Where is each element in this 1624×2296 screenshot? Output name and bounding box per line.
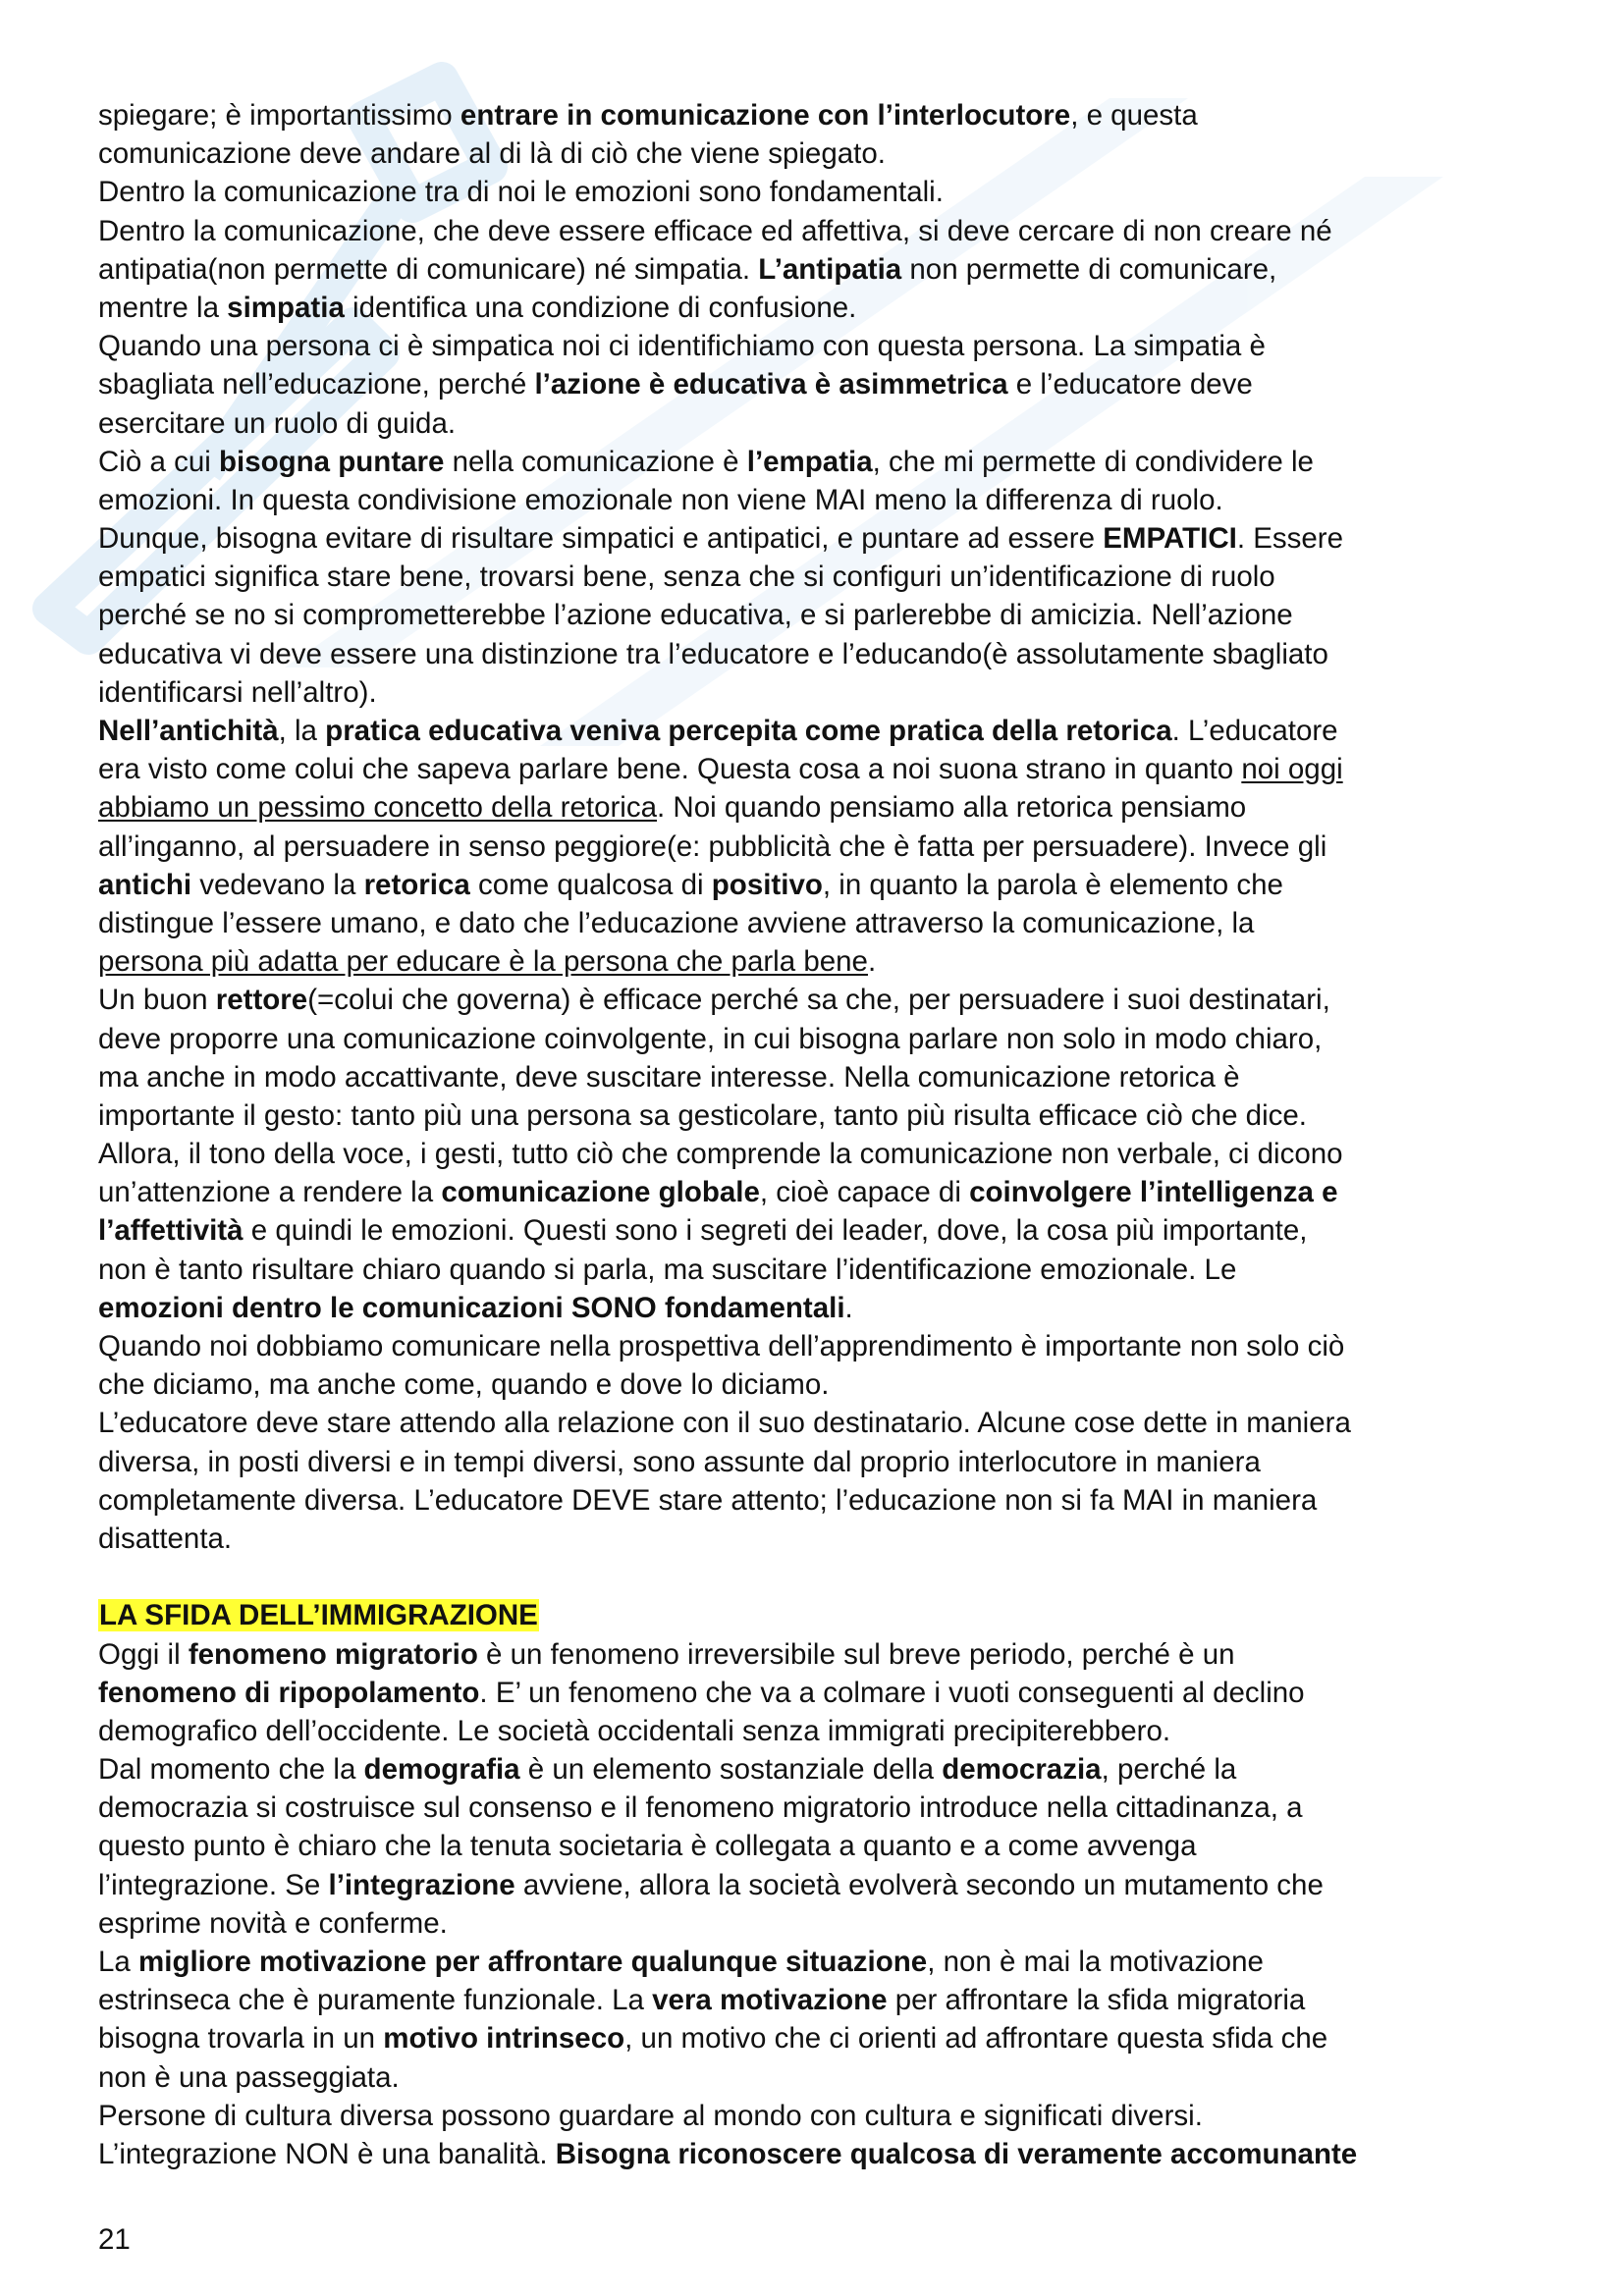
- text-run: non è tanto risultare chiaro quando si parla, ma suscitare l’identificazione emozionale. Le: [98, 1253, 1237, 1286]
- text-line: [98, 712, 1542, 750]
- bold-text: emozioni dentro le comunicazioni SONO fondamentali: [98, 1291, 845, 1324]
- text-run: La: [98, 1946, 139, 1978]
- text-run: completamente diversa. L’educatore DEVE stare attento; l’educazione non si fa MAI in maniera: [98, 1483, 1318, 1517]
- text-run: , in quanto la parola è elemento che: [822, 868, 1283, 901]
- text-line: [98, 519, 1542, 558]
- text-run: .: [844, 1291, 853, 1324]
- text-run: Dentro la comunicazione tra di noi le emozioni sono fondamentali.: [98, 176, 944, 209]
- text-line: [98, 1135, 1542, 1173]
- text-line: [98, 1020, 1542, 1058]
- bold-text: migliore motivazione per affrontare qualunque situazione: [138, 1946, 928, 1978]
- text-run: . E’ un fenomeno che va a colmare i vuoti conseguenti al declino: [479, 1676, 1305, 1709]
- text-line: [98, 596, 1542, 634]
- text-line: [98, 635, 1542, 673]
- text-line: [98, 1866, 1542, 1904]
- text-run: identifica una condizione di confusione.: [344, 291, 857, 324]
- text-run: l’integrazione. Se: [98, 1868, 329, 1901]
- underlined-text: abbiamo un pessimo concetto della retorica: [98, 791, 658, 825]
- text-run: non permette di comunicare,: [901, 252, 1277, 286]
- text-run: Dal momento che la: [98, 1753, 364, 1787]
- text-run: Quando una persona ci è simpatica noi ci identifichiamo con questa persona. La simpatia è: [98, 330, 1266, 363]
- text-run: distingue l’essere umano, e dato che l’educazione avviene attraverso la comunicazione, la: [98, 906, 1255, 939]
- text-line: [98, 1635, 1542, 1674]
- text-run: avviene, allora la società evolverà secondo un mutamento che: [514, 1868, 1324, 1901]
- text-line: [98, 1789, 1542, 1827]
- text-line: [98, 1481, 1542, 1520]
- text-line: [98, 1173, 1542, 1211]
- text-run: un’attenzione a rendere la: [98, 1176, 442, 1209]
- text-line: [98, 1443, 1542, 1481]
- document-page: [98, 96, 1542, 2173]
- text-run: disattenta.: [98, 1522, 233, 1555]
- bold-text: l’integrazione: [328, 1868, 515, 1901]
- text-run: nella comunicazione è: [444, 445, 747, 478]
- text-line: [98, 1750, 1542, 1789]
- page-number: 21: [98, 2223, 131, 2256]
- text-run: emozioni. In questa condivisione emozionale non viene MAI meno la differenza di ruolo.: [98, 483, 1223, 516]
- underlined-text: noi oggi: [1241, 753, 1343, 786]
- text-line: [98, 134, 1542, 173]
- text-run: era visto come colui che sapeva parlare bene. Questa cosa a noi suona strano in quanto: [98, 753, 1242, 786]
- text-run: Persone di cultura diversa possono guardare al mondo con cultura e significati diversi.: [98, 2099, 1203, 2132]
- underlined-text: persona più adatta per educare è la persona che parla bene: [98, 945, 868, 979]
- text-run: importante il gesto: tanto più una persona sa gesticolare, tanto più risulta efficace ciò che dice.: [98, 1098, 1307, 1132]
- body-text-section-1: [98, 96, 1542, 1558]
- bold-text: Bisogna riconoscere qualcosa di veramente accomunante: [555, 2137, 1358, 2170]
- text-line: [98, 1827, 1542, 1865]
- text-run: L’educatore deve stare attendo alla relazione con il suo destinatario. Alcune cose dette in maniera: [98, 1407, 1351, 1440]
- text-run: Dunque, bisogna evitare di risultare simpatici e antipatici, e puntare ad essere: [98, 522, 1104, 556]
- text-run: , cioè capace di: [759, 1176, 970, 1209]
- text-line: [98, 750, 1542, 788]
- bold-text: simpatia: [227, 291, 345, 324]
- text-line: [98, 2097, 1542, 2135]
- bold-text: motivo intrinseco: [383, 2022, 625, 2056]
- bold-text: pratica educativa veniva percepita come pratica della retorica: [325, 715, 1172, 747]
- text-run: all’inganno, al persuadere in senso peggiore(e: pubblicità che è fatta per persuadere). Invece gli: [98, 829, 1327, 863]
- bold-text: bisogna puntare: [218, 445, 445, 478]
- text-run: mentre la: [98, 291, 228, 324]
- text-run: Un buon: [98, 984, 216, 1017]
- text-run: empatici significa stare bene, trovarsi bene, senza che si configuri un’identificazione di ruolo: [98, 561, 1275, 594]
- text-run: diversa, in posti diversi e in tempi diversi, sono assunte dal proprio interlocutore in maniera: [98, 1445, 1261, 1478]
- text-run: , la: [278, 715, 326, 747]
- section-heading-line: [98, 1596, 1542, 1634]
- text-run: e l’educatore deve: [1007, 368, 1253, 401]
- text-line: [98, 558, 1542, 596]
- text-line: [98, 289, 1542, 327]
- text-run: e quindi le emozioni. Questi sono i segreti dei leader, dove, la cosa più importante,: [243, 1214, 1308, 1248]
- text-run: estrinseca che è puramente funzionale. La: [98, 1984, 653, 2017]
- text-line: [98, 96, 1542, 134]
- bold-text: retorica: [363, 868, 470, 901]
- bold-text: antichi: [98, 868, 192, 901]
- text-run: , non è mai la motivazione: [927, 1946, 1264, 1978]
- text-run: che diciamo, ma anche come, quando e dove lo diciamo.: [98, 1368, 830, 1402]
- bold-text: EMPATICI: [1103, 522, 1237, 556]
- text-line: [98, 250, 1542, 289]
- bold-text: democrazia: [942, 1753, 1102, 1787]
- bold-text: vera motivazione: [652, 1984, 888, 2017]
- text-run: Dentro la comunicazione, che deve essere efficace ed affettiva, si deve cercare di non creare né: [98, 214, 1332, 247]
- text-run: (=colui che governa) è efficace perché sa che, per persuadere i suoi destinatari,: [307, 984, 1330, 1017]
- text-line: [98, 1289, 1542, 1327]
- text-run: Allora, il tono della voce, i gesti, tutto ciò che comprende la comunicazione non verbale, ci dicono: [98, 1138, 1343, 1171]
- blank-line: [98, 1558, 1542, 1596]
- text-line: [98, 1674, 1542, 1712]
- text-run: antipatia(non permette di comunicare) né simpatia.: [98, 252, 759, 286]
- text-run: è un fenomeno irreversibile sul breve periodo, perché è un: [477, 1637, 1235, 1671]
- bold-text: comunicazione globale: [441, 1176, 760, 1209]
- bold-text: entrare in comunicazione con l’interlocutore: [460, 99, 1071, 132]
- text-line: [98, 828, 1542, 866]
- text-line: [98, 1251, 1542, 1289]
- text-line: [98, 365, 1542, 403]
- text-line: [98, 1365, 1542, 1404]
- text-run: sbagliata nell’educazione, perché: [98, 368, 535, 401]
- body-text-section-2: [98, 1635, 1542, 2174]
- text-run: esprime novità e conferme.: [98, 1906, 448, 1940]
- text-line: [98, 788, 1542, 827]
- text-line: [98, 1058, 1542, 1096]
- bold-text: l’empatia: [746, 445, 873, 478]
- bold-text: coinvolgere l’intelligenza e: [969, 1176, 1338, 1209]
- text-line: [98, 1520, 1542, 1558]
- text-line: [98, 1981, 1542, 2019]
- text-run: ma anche in modo accattivante, deve suscitare interesse. Nella comunicazione retorica è: [98, 1060, 1240, 1094]
- bold-text: rettore: [215, 984, 308, 1017]
- text-run: Ciò a cui: [98, 445, 219, 478]
- text-run: educativa vi deve essere una distinzione tra l’educatore e l’educando(è assolutamente sbagliato: [98, 637, 1328, 670]
- text-line: [98, 904, 1542, 942]
- section-heading: LA SFIDA DELL’IMMIGRAZIONE: [99, 1599, 538, 1632]
- text-line: [98, 1096, 1542, 1135]
- bold-text: L’antipatia: [758, 252, 902, 286]
- text-line: [98, 2019, 1542, 2057]
- text-run: , che mi permette di condividere le: [872, 445, 1314, 478]
- text-run: , perché la: [1101, 1753, 1237, 1787]
- text-run: perché se no si comprometterebbe l’azione educativa, e si parlerebbe di amicizia. Nell’azione: [98, 599, 1293, 632]
- text-run: vedevano la: [191, 868, 364, 901]
- text-run: demografico dell’occidente. Le società occidentali senza immigrati precipiterebbero.: [98, 1714, 1171, 1747]
- text-line: [98, 2135, 1542, 2173]
- text-run: . Essere: [1236, 522, 1344, 556]
- bold-text: fenomeno migratorio: [188, 1637, 478, 1671]
- text-run: bisogna trovarla in un: [98, 2022, 384, 2056]
- text-line: [98, 673, 1542, 712]
- bold-text: l’affettività: [98, 1214, 244, 1248]
- text-run: .: [867, 945, 877, 979]
- text-run: è un elemento sostanziale della: [519, 1753, 943, 1787]
- text-line: [98, 173, 1542, 211]
- text-run: questo punto è chiaro che la tenuta societaria è collegata a quanto e a come avvenga: [98, 1830, 1197, 1863]
- text-run: deve proporre una comunicazione coinvolgente, in cui bisogna parlare non solo in modo chiaro,: [98, 1022, 1323, 1055]
- text-run: democrazia si costruisce sul consenso e il fenomeno migratorio introduce nella cittadinanza, a: [98, 1791, 1303, 1825]
- text-run: L’integrazione NON è una banalità.: [98, 2137, 556, 2170]
- text-line: [98, 481, 1542, 519]
- text-line: [98, 866, 1542, 904]
- text-line: [98, 404, 1542, 443]
- bold-text: l’azione è educativa è asimmetrica: [534, 368, 1008, 401]
- text-run: . L’educatore: [1171, 715, 1338, 747]
- text-run: comunicazione deve andare al di là di ciò che viene spiegato.: [98, 137, 886, 171]
- text-run: Oggi il: [98, 1637, 189, 1671]
- text-run: esercitare un ruolo di guida.: [98, 406, 457, 440]
- text-line: [98, 212, 1542, 250]
- text-run: Quando noi dobbiamo comunicare nella prospettiva dell’apprendimento è importante non solo ciò: [98, 1330, 1345, 1362]
- text-run: non è una passeggiata.: [98, 2060, 400, 2094]
- bold-text: fenomeno di ripopolamento: [98, 1676, 480, 1709]
- text-line: [98, 1211, 1542, 1250]
- text-line: [98, 2058, 1542, 2097]
- text-line: [98, 1712, 1542, 1750]
- text-line: [98, 1904, 1542, 1943]
- text-run: . Noi quando pensiamo alla retorica pensiamo: [657, 791, 1247, 825]
- text-line: [98, 1327, 1542, 1365]
- text-run: , un motivo che ci orienti ad affrontare questa sfida che: [624, 2022, 1328, 2056]
- text-run: come qualcosa di: [469, 868, 712, 901]
- bold-text: demografia: [363, 1753, 520, 1787]
- text-line: [98, 1404, 1542, 1442]
- text-line: [98, 1943, 1542, 1981]
- text-line: [98, 327, 1542, 365]
- text-run: spiegare; è importantissimo: [98, 99, 460, 132]
- bold-text: positivo: [711, 868, 823, 901]
- bold-text: Nell’antichità: [98, 715, 279, 747]
- text-line: [98, 443, 1542, 481]
- text-run: , e questa: [1070, 99, 1198, 132]
- text-line: [98, 981, 1542, 1019]
- text-run: identificarsi nell’altro).: [98, 675, 377, 709]
- text-line: [98, 942, 1542, 981]
- text-run: per affrontare la sfida migratoria: [887, 1984, 1306, 2017]
